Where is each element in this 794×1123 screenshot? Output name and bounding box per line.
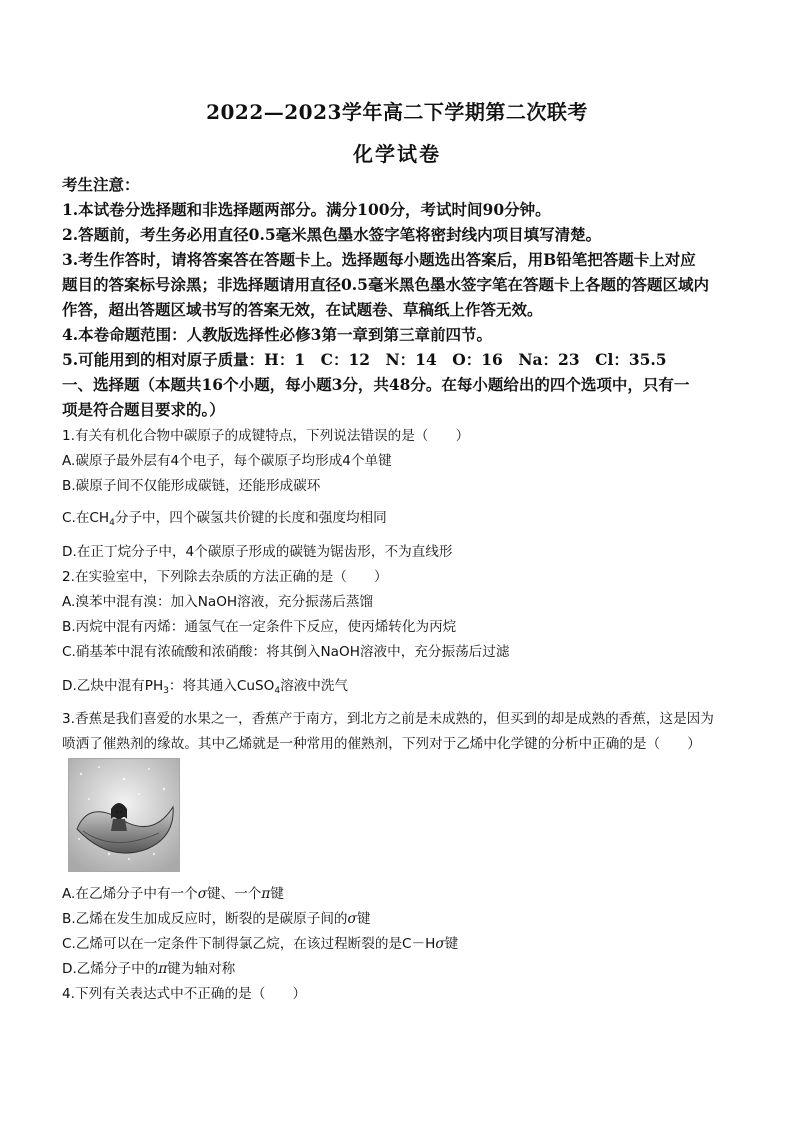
banana-illustration bbox=[68, 758, 180, 872]
page-title: 2022—2023学年高二下学期第二次联考 bbox=[206, 100, 588, 124]
banana-girl-image bbox=[69, 759, 179, 871]
question-2-option-a: A.溴苯中混有溴：加入NaOH溶液，充分振荡后蒸馏 bbox=[62, 594, 374, 610]
question-3-option-b: B.乙烯在发生加成反应时，断裂的是碳原子间的σ键 bbox=[62, 911, 371, 927]
question-2-stem: 2.在实验室中，下列除去杂质的方法正确的是（ ） bbox=[62, 569, 388, 585]
notice-item-1: 1.本试卷分选择题和非选择题两部分。满分100分，考试时间90分钟。 bbox=[62, 200, 551, 219]
question-3-option-d: D.乙烯分子中的π键为轴对称 bbox=[62, 961, 236, 977]
question-4-stem: 4.下列有关表达式中不正确的是（ ） bbox=[62, 986, 307, 1002]
question-2-option-d: D.乙炔中混有$PH_3$：将其通入CuSO$_4$溶液中洗气 bbox=[62, 678, 349, 696]
question-2-option-b: B.丙烷中混有丙烯：通氢气在一定条件下反应，使丙烯转化为丙烷 bbox=[62, 619, 457, 635]
notice-item-3-line-1: 3.考生作答时，请将答案答在答题卡上。选择题每小题选出答案后，用B铅笔把答题卡上对应 bbox=[62, 250, 696, 269]
question-1-option-b: B.碳原子间不仅能形成碳链，还能形成碳环 bbox=[62, 478, 321, 494]
section-heading-line-1: 一、选择题（本题共16个小题，每小题3分，共48分。在每小题给出的四个选项中，只有一 bbox=[62, 375, 690, 394]
notice-item-2: 2.答题前，考生务必用直径0.5毫米黑色墨水签字笔将密封线内项目填写清楚。 bbox=[62, 225, 602, 244]
notice-heading: 考生注意： bbox=[62, 175, 140, 194]
question-3-stem-line-1: 3.香蕉是我们喜爱的水果之一，香蕉产于南方，到北方之前是未成熟的，但买到的却是成熟的香蕉，这是因为 bbox=[62, 711, 714, 727]
question-1-option-a: A.碳原子最外层有4个电子，每个碳原子均形成4个单键 bbox=[62, 453, 392, 469]
notice-item-3-line-3: 作答，超出答题区域书写的答案无效，在试题卷、草稿纸上作答无效。 bbox=[62, 300, 543, 319]
notice-item-5: 5.可能用到的相对原子质量：H：1 C：12 N：14 O：16 Na：23 Cl：35.5 bbox=[62, 350, 667, 369]
page-subtitle: 化学试卷 bbox=[353, 142, 441, 166]
notice-item-3-line-2: 题目的答案标号涂黑；非选择题请用直径0.5毫米黑色墨水签字笔在答题卡上各题的答题区域内 bbox=[62, 275, 709, 294]
question-3-option-a: A.在乙烯分子中有一个σ键、一个π键 bbox=[62, 886, 284, 902]
question-2-option-c: C.硝基苯中混有浓硫酸和浓硝酸：将其倒入NaOH溶液中，充分振荡后过滤 bbox=[62, 644, 510, 660]
question-1-option-c: C.在$CH_4$分子中，四个碳氢共价键的长度和强度均相同 bbox=[62, 510, 387, 528]
question-3-stem-line-2: 喷洒了催熟剂的缘故。其中乙烯就是一种常用的催熟剂，下列对于乙烯中化学键的分析中正确的是（ ） bbox=[62, 736, 701, 752]
question-3-option-c: C.乙烯可以在一定条件下制得氯乙烷，在该过程断裂的是C－Hσ键 bbox=[62, 936, 459, 952]
question-1-option-d: D.在正丁烷分子中，4个碳原子形成的碳链为锯齿形，不为直线形 bbox=[62, 544, 453, 560]
section-heading-line-2: 项是符合题目要求的。） bbox=[62, 400, 225, 419]
question-1-stem: 1.有关有机化合物中碳原子的成键特点，下列说法错误的是（ ） bbox=[62, 428, 470, 444]
notice-item-4: 4.本卷命题范围：人教版选择性必修3第一章到第三章前四节。 bbox=[62, 325, 492, 344]
